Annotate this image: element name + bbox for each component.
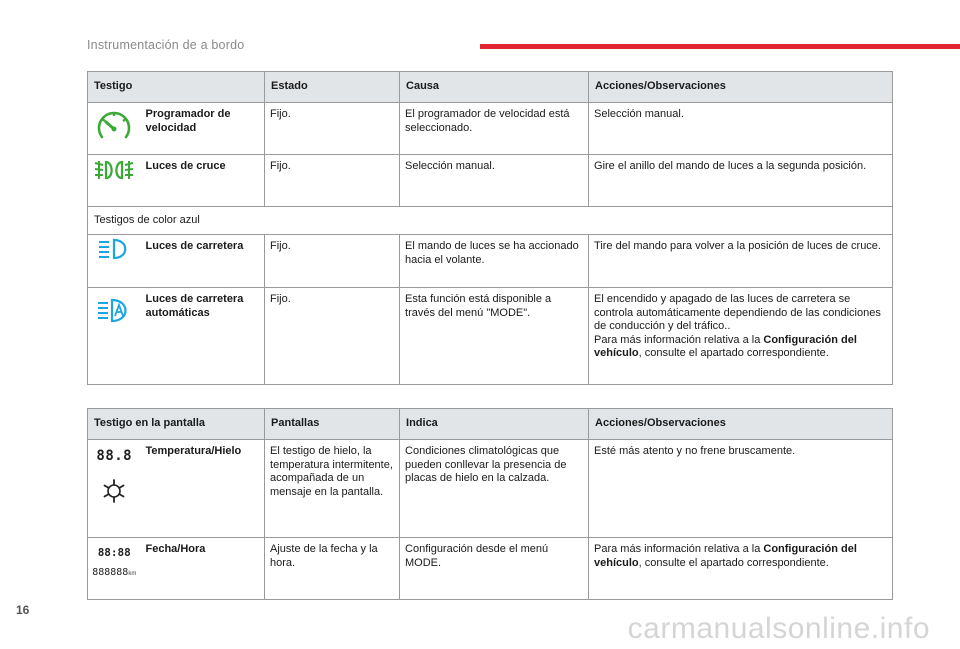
- icon-cell: [88, 538, 141, 600]
- display-indicates: Configuración desde el menú MODE.: [400, 538, 589, 600]
- col-header-acciones: Acciones/Observaciones: [589, 72, 893, 103]
- icon-cell: [88, 155, 141, 207]
- ice-snowflake-icon: [101, 478, 127, 509]
- config-reference: Configuración del vehículo: [594, 543, 857, 569]
- watermark: carmanualsonline.info: [627, 612, 930, 645]
- warning-name: Fecha/Hora: [141, 538, 265, 600]
- table-row: [88, 103, 893, 155]
- warning-name: Programador de velocidad: [141, 103, 265, 155]
- warning-action: [589, 538, 893, 600]
- col-header-indica: Indica: [400, 409, 589, 440]
- warning-action: Gire el anillo del mando de luces a la segunda posición.: [589, 155, 893, 207]
- icon-cell: [88, 103, 141, 155]
- warning-action: Selección manual.: [589, 103, 893, 155]
- warning-cause: Selección manual.: [400, 155, 589, 207]
- display-warnings-table: [87, 408, 893, 600]
- auto-main-beam-icon: [96, 298, 132, 329]
- icon-cell: [88, 288, 141, 385]
- icon-cell: [88, 235, 141, 288]
- action-text: Para más información relativa a la: [594, 543, 764, 555]
- main-beam-icon: [97, 237, 131, 266]
- config-reference: Configuración del vehículo: [594, 333, 857, 359]
- clock-display-digits: 88:88: [97, 546, 131, 559]
- table-row: [88, 538, 893, 600]
- icon-cell: [88, 440, 141, 538]
- warning-action: [589, 288, 893, 385]
- section-row: [88, 207, 893, 235]
- table-header-row: [88, 72, 893, 103]
- section-label: Testigos de color azul: [88, 207, 893, 235]
- warning-cause: El programador de velocidad está seleccionado.: [400, 103, 589, 155]
- temperature-display-icon: 88.8: [96, 448, 133, 464]
- odometer-display-digits: 888888: [92, 566, 129, 578]
- km-unit: km: [128, 570, 137, 577]
- warning-name: Temperatura/Hielo: [141, 440, 265, 538]
- col-header-pantallas: Pantallas: [265, 409, 400, 440]
- display-screens: Ajuste de la fecha y la hora.: [265, 538, 400, 600]
- date-time-icon: [88, 538, 141, 581]
- table-header-row: [88, 409, 893, 440]
- warning-state: Fijo.: [265, 103, 400, 155]
- table-row: [88, 235, 893, 288]
- display-screens: El testigo de hielo, la temperatura intermitente, acompañada de un mensaje en la pantalla.: [265, 440, 400, 538]
- table-row: [88, 440, 893, 538]
- warning-cause: Esta función está disponible a través del menú "MODE".: [400, 288, 589, 385]
- warning-name: Luces de carretera: [141, 235, 265, 288]
- col-header-acciones: Acciones/Observaciones: [589, 409, 893, 440]
- page-number: 16: [16, 603, 30, 617]
- display-indicates: Condiciones climatológicas que pueden conllevar la presencia de placas de hielo en la calzada.: [400, 440, 589, 538]
- warning-action: Tire del mando para volver a la posición de luces de cruce.: [589, 235, 893, 288]
- warning-lights-table: [87, 71, 893, 385]
- dipped-beam-icon: [93, 157, 135, 188]
- table-row: [88, 155, 893, 207]
- warning-state: Fijo.: [265, 155, 400, 207]
- col-header-causa: Causa: [400, 72, 589, 103]
- cruise-control-icon: [94, 107, 134, 152]
- action-text: , consulte el apartado correspondiente.: [638, 347, 829, 359]
- warning-cause: El mando de luces se ha accionado hacia el volante.: [400, 235, 589, 288]
- action-text: Para más información relativa a la: [594, 333, 764, 346]
- warning-state: Fijo.: [265, 288, 400, 385]
- action-text: , consulte el apartado correspondiente.: [638, 556, 829, 569]
- action-text: El encendido y apagado de las luces de carretera se controla automáticamente dependiendo de las condiciones de conducción y del tráfico..: [594, 293, 881, 332]
- warning-name: Luces de carretera automáticas: [141, 288, 265, 385]
- warning-action: Esté más atento y no frene bruscamente.: [589, 440, 893, 538]
- header-accent-bar: [480, 44, 960, 49]
- warning-name: Luces de cruce: [141, 155, 265, 207]
- col-header-testigo-pantalla: Testigo en la pantalla: [88, 409, 265, 440]
- col-header-testigo: Testigo: [88, 72, 265, 103]
- warning-state: Fijo.: [265, 235, 400, 288]
- page-header-title: Instrumentación de a bordo: [87, 38, 245, 52]
- col-header-estado: Estado: [265, 72, 400, 103]
- table-row: [88, 288, 893, 385]
